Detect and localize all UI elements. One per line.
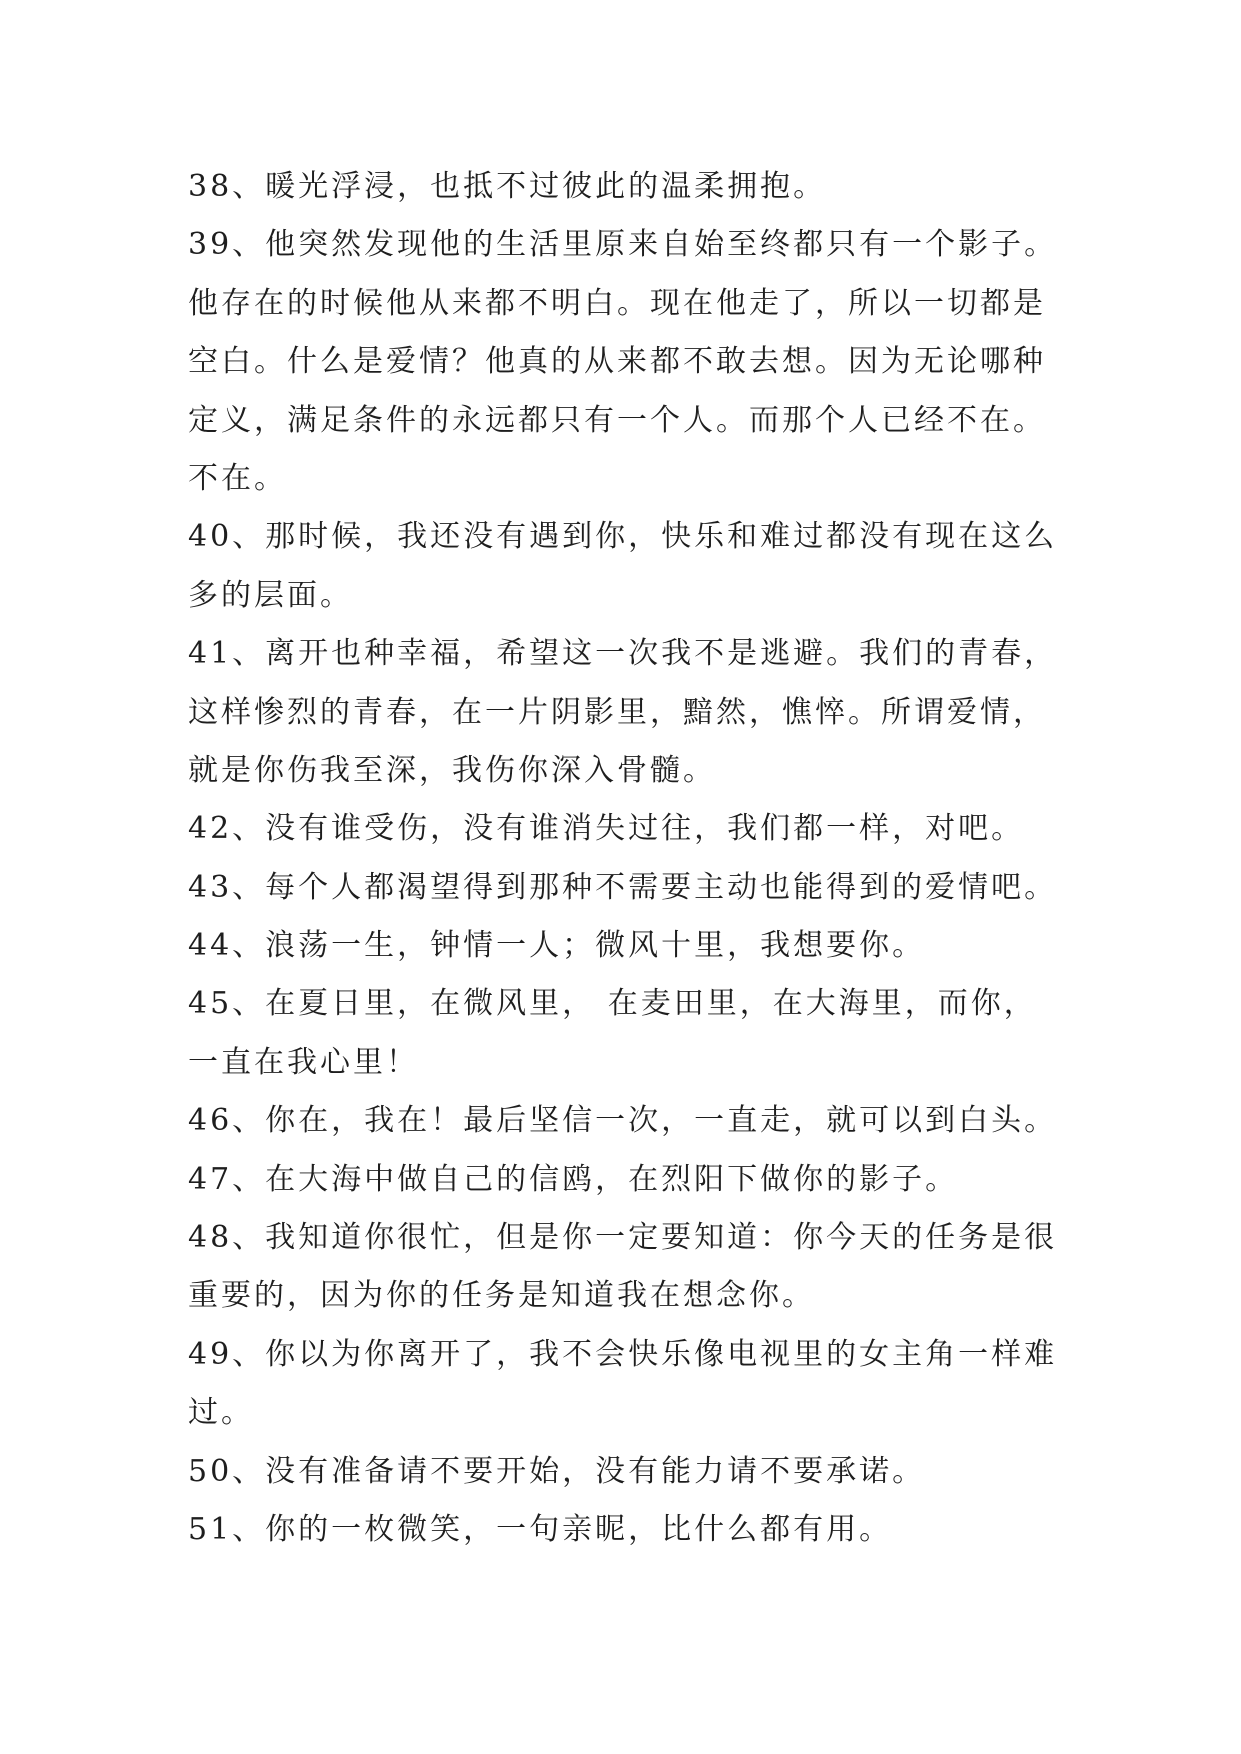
- text-line: 这样惨烈的青春，在一片阴影里，黯然，憔悴。所谓爱情，: [188, 694, 1046, 730]
- text-line: 38、暖光浮浸，也抵不过彼此的温柔拥抱。: [188, 169, 827, 204]
- text-line: 定义，满足条件的永远都只有一个人。而那个人已经不在。: [188, 402, 1046, 438]
- text-line: 就是你伤我至深，我伤你深入骨髓。: [188, 752, 716, 788]
- text-line: 50、没有准备请不要开始，没有能力请不要承诺。: [188, 1453, 926, 1489]
- text-line: 空白。什么是爱情？他真的从来都不敢去想。因为无论哪种: [188, 344, 1046, 380]
- text-line: 42、没有谁受伤，没有谁消失过往，我们都一样，对吧。: [188, 811, 1025, 847]
- text-line: 40、那时候，我还没有遇到你，快乐和难过都没有现在这么: [188, 519, 1058, 555]
- text-line: 44、浪荡一生，钟情一人；微风十里，我想要你。: [188, 928, 926, 964]
- text-line: 39、他突然发现他的生活里原来自始至终都只有一个影子。: [188, 227, 1058, 263]
- text-line: 过。: [188, 1395, 254, 1431]
- text-line: 重要的，因为你的任务是知道我在想念你。: [188, 1278, 815, 1314]
- text-line: 49、你以为你离开了，我不会快乐像电视里的女主角一样难: [188, 1336, 1058, 1372]
- text-line: 多的层面。: [188, 577, 353, 613]
- document-body: [188, 158, 1088, 1559]
- text-line: 43、每个人都渴望得到那种不需要主动也能得到的爱情吧。: [188, 869, 1058, 905]
- text-line: 他存在的时候他从来都不明白。现在他走了，所以一切都是: [188, 285, 1046, 321]
- text-line: 45、在夏日里，在微风里， 在麦田里，在大海里，而你，: [188, 986, 1037, 1022]
- text-line: 46、你在，我在！最后坚信一次，一直走，就可以到白头。: [188, 1103, 1058, 1139]
- text-line: 不在。: [188, 460, 287, 496]
- text-line: 47、在大海中做自己的信鸥，在烈阳下做你的影子。: [188, 1161, 959, 1197]
- text-line: 48、我知道你很忙，但是你一定要知道：你今天的任务是很: [188, 1220, 1058, 1256]
- text-line: 41、离开也种幸福，希望这一次我不是逃避。我们的青春，: [188, 636, 1058, 672]
- text-line: 51、你的一枚微笑，一句亲昵，比什么都有用。: [188, 1511, 893, 1547]
- text-line: 一直在我心里！: [188, 1044, 419, 1080]
